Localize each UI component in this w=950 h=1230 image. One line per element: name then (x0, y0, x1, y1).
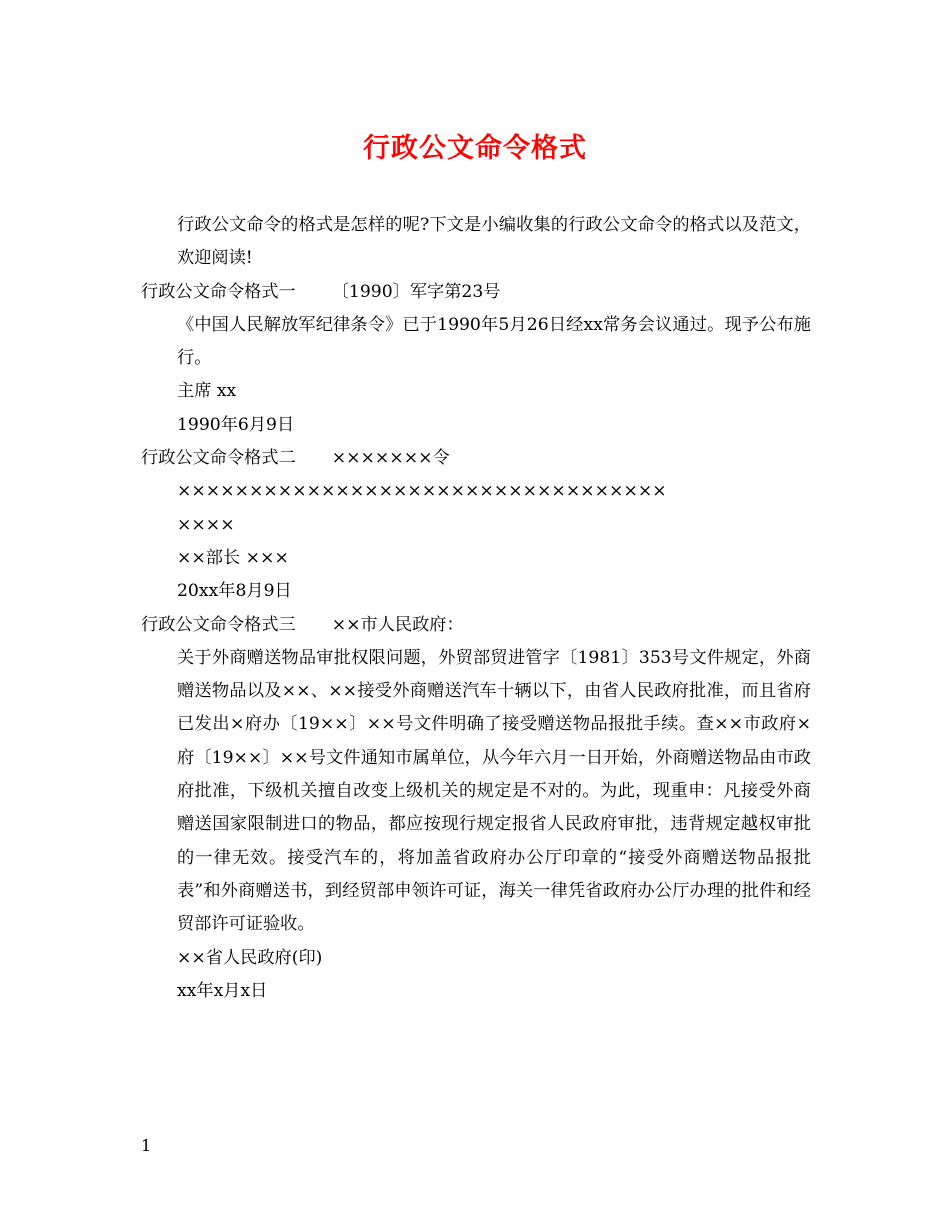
format3-addressee: ××市人民政府： (331, 614, 464, 635)
format3-heading-line (141, 609, 811, 642)
format2-body-line1: ×××××××××××××××××××××××××××××××××× (177, 481, 667, 502)
format2-heading-line (141, 442, 811, 475)
page-number: 1 (141, 1136, 152, 1155)
format1-signer: 主席 xx (177, 381, 237, 402)
format1-date: 1990年6月9日 (177, 414, 295, 435)
intro-paragraph: 行政公文命令的格式是怎样的呢?下文是小编收集的行政公文命令的格式以及范文，欢迎阅读! (177, 215, 811, 269)
format2-body-line2: ×××× (177, 514, 235, 535)
format1-heading: 行政公文命令格式一 (141, 281, 296, 302)
format3-heading: 行政公文命令格式三 (141, 614, 296, 635)
format3-signer: ××省人民政府(印) (177, 947, 323, 968)
format3-date: xx年x月x日 (177, 980, 268, 1001)
document-body (141, 209, 811, 1008)
format2-date: 20xx年8月9日 (177, 581, 292, 602)
document-title: 行政公文命令格式 (363, 133, 587, 164)
format2-signer: ××部长 ××× (177, 547, 289, 568)
format1-number: 〔1990〕军字第23号 (331, 281, 501, 302)
format3-body: 关于外商赠送物品审批权限问题，外贸部贸进管字〔1981〕353号文件规定，外商赠送物品以及××、××接受外商赠送汽车十辆以下，由省人民政府批准，而且省府已发出×府办〔19××〕××号文件明确了接受赠送物品报批手续。查××市政府×府〔19××〕××号文件通知市属单位，从今年六月一日开始，外商赠送物品由市政府批准，下级机关擅自改变上级机关的规定是不对的。为此，现重申：凡接受外商赠送国家限制进口的物品，都应按现行规定报省人民政府审批，违背规定越权审批的一律无效。接受汽车的，将加盖省政府办公厅印章的“接受外商赠送物品报批表”和外商赠送书，到经贸部申领许可证，海关一律凭省政府办公厅办理的批件和经贸部许可证验收。 (177, 647, 811, 935)
format1-body: 《中国人民解放军纪律条令》已于1990年5月26日经xx常务会议通过。现予公布施行。 (177, 314, 811, 369)
format2-heading: 行政公文命令格式二 (141, 448, 296, 469)
format1-heading-line (141, 276, 811, 309)
format2-order: ×××××××令 (331, 448, 450, 469)
